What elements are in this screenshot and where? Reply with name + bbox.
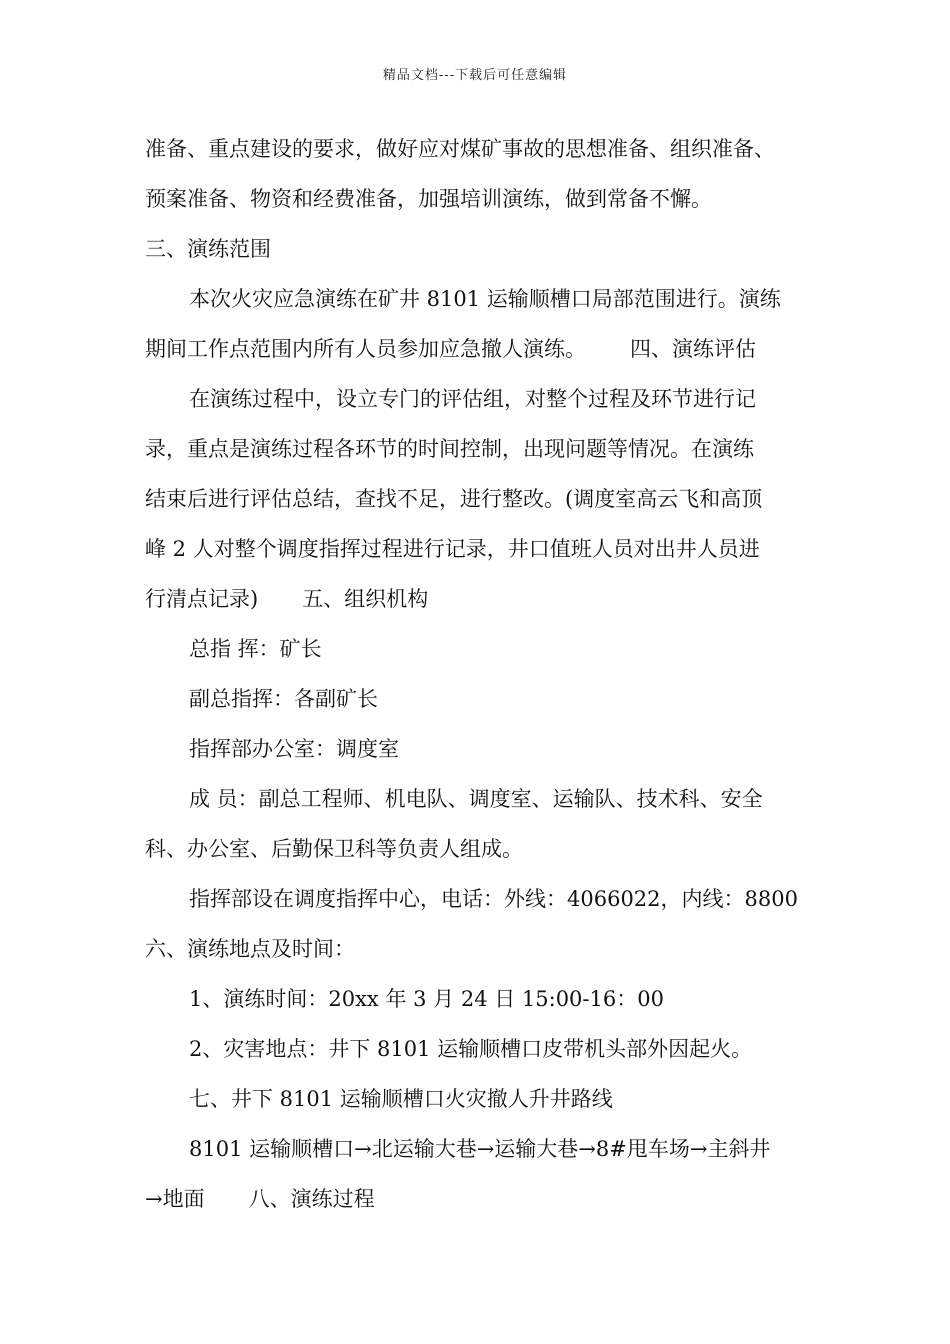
text-line: 预案准备、物资和经费准备，加强培训演练，做到常备不懈。 (145, 187, 712, 211)
text-line: 8101 运输顺槽口→北运输大巷→运输大巷→8#甩车场→主斜井 (189, 1137, 771, 1161)
page-header: 精品文档---下载后可任意编辑 (382, 68, 568, 83)
section-heading: 五、组织机构 (302, 587, 429, 611)
text-line: 在演练过程中，设立专门的评估组，对整个过程及环节进行记 (189, 387, 756, 411)
text-line: 2、灾害地点：井下 8101 运输顺槽口皮带机头部外因起火。 (189, 1037, 753, 1061)
text-line: 1、演练时间：20xx 年 3 月 24 日 15:00-16：00 (189, 987, 664, 1011)
section-heading: 七、井下 8101 运输顺槽口火灾撤人升井路线 (189, 1087, 613, 1111)
section-heading: 四、演练评估 (630, 337, 756, 361)
text-line: 录，重点是演练过程各环节的时间控制，出现问题等情况。在演练 (145, 437, 754, 461)
text-line: 本次火灾应急演练在矿井 8101 运输顺槽口局部范围进行。演练 (189, 287, 781, 311)
text-line: 总指 挥：矿长 (189, 637, 322, 661)
text-line: 成 员：副总工程师、机电队、调度室、运输队、技术科、安全 (189, 787, 763, 811)
text-line: 准备、重点建设的要求，做好应对煤矿事故的思想准备、组织准备、 (145, 137, 775, 161)
text-line: 峰 2 人对整个调度指挥过程进行记录，井口值班人员对出井人员进 (145, 537, 760, 561)
text-line: 结束后进行评估总结，查找不足，进行整改。(调度室高云飞和高顶 (145, 487, 763, 511)
text-line (145, 334, 756, 364)
text-line: 指挥部办公室：调度室 (189, 737, 399, 761)
text-line (145, 1184, 375, 1214)
text-line: 副总指挥：各副矿长 (189, 687, 378, 711)
text-line (145, 584, 428, 614)
text-line: 指挥部设在调度指挥中心，电话：外线：4066022，内线：8800 (189, 887, 798, 911)
text-segment: 行清点记录) (145, 587, 259, 611)
section-heading: 三、演练范围 (145, 237, 271, 261)
text-segment: →地面 (145, 1187, 205, 1211)
text-line: 科、办公室、后勤保卫科等负责人组成。 (145, 837, 523, 861)
section-heading: 八、演练过程 (248, 1187, 375, 1211)
section-heading: 六、演练地点及时间： (145, 937, 355, 961)
text-segment: 期间工作点范围内所有人员参加应急撤人演练。 (145, 337, 586, 361)
